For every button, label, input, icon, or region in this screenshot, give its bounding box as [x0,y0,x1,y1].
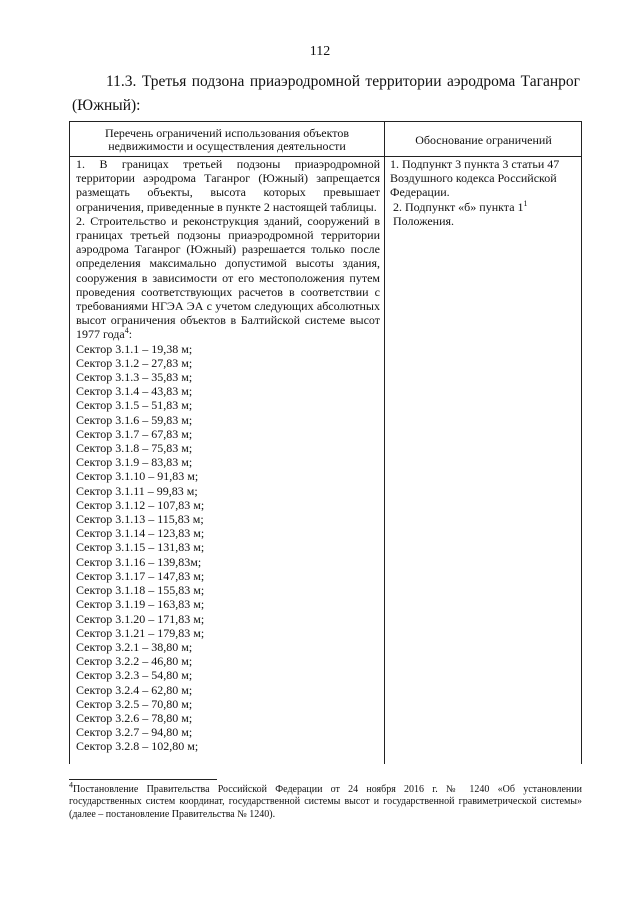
page-number: 112 [309,44,331,59]
sector-height-item: Сектор 3.1.3 – 35,83 м; [76,370,193,385]
basis-footnote-ref: 1 [523,198,528,208]
sector-height-item: Сектор 3.1.14 – 123,83 м; [76,526,205,541]
basis-item-2 [390,200,578,228]
basis-item-1: 1. Подпункт 3 пункта 3 статьи 47 Воздушного кодекса Российской Федерации. [390,157,560,200]
sector-height-item: Сектор 3.1.15 – 131,83 м; [76,540,205,555]
restriction-item-1: 1. В границах третьей подзоны приаэродромной территории аэродрома Таганрог (Южный) запрещается размещать объекты, высота которых превышает ограничения, приведенные в пункте 2 настоящей таблицы. [76,157,380,214]
basis-column [390,157,578,228]
sector-height-item: Сектор 3.2.6 – 78,80 м; [76,710,193,725]
table-header-row [70,122,581,157]
restrictions-table [69,121,582,764]
sector-height-item: Сектор 3.1.8 – 75,83 м; [76,441,193,456]
sector-height-item: Сектор 3.1.20 – 171,83 м; [76,611,205,626]
sector-height-item: Сектор 3.2.2 – 46,80 м; [76,654,193,669]
header-restrictions-list: Перечень ограничений использования объектов недвижимости и осуществления деятельности [104,126,350,153]
restriction-item-2 [76,214,380,342]
basis-item-2-text: 2. Подпункт «б» пункта 1 [393,199,524,214]
sector-height-item: Сектор 3.1.11 – 99,83 м; [76,483,198,498]
section-heading-continuation: (Южный): [72,97,141,114]
footnote-separator [69,779,217,780]
header-restrictions-basis: Обоснование ограничений [415,133,552,147]
sector-height-item: Сектор 3.1.9 – 83,83 м; [76,455,193,470]
sector-height-item: Сектор 3.2.8 – 102,80 м; [76,739,199,754]
sector-height-item: Сектор 3.1.16 – 139,83м; [76,554,202,569]
sector-height-item: Сектор 3.1.12 – 107,83 м; [76,497,205,512]
sector-height-item: Сектор 3.1.5 – 51,83 м; [76,398,193,413]
sector-height-item: Сектор 3.2.4 – 62,80 м; [76,682,193,697]
sector-list [76,342,380,754]
sector-height-item: Сектор 3.1.7 – 67,83 м; [76,426,193,441]
sector-height-item: Сектор 3.1.18 – 155,83 м; [76,583,205,598]
sector-height-item: Сектор 3.2.5 – 70,80 м; [76,696,193,711]
sector-height-item: Сектор 3.1.6 – 59,83 м; [76,412,193,427]
sector-height-item: Сектор 3.1.2 – 27,83 м; [76,355,193,370]
sector-height-item: Сектор 3.1.4 – 43,83 м; [76,384,193,399]
footnote-text: Постановление Правительства Российской Федерации от 24 ноября 2016 г. № 1240 «Об установлении государственных систем координат, государственной системы высот и государственной гравиметрической системы» (далее – постановление Правительства № 1240). [69,784,582,820]
footnote [69,780,582,821]
basis-item-2-tail: Положения. [393,213,455,228]
sector-height-item: Сектор 3.1.19 – 163,83 м; [76,597,205,612]
sector-height-item: Сектор 3.1.13 – 115,83 м; [76,512,204,527]
restrictions-column [76,157,380,754]
sector-height-item: Сектор 3.1.17 – 147,83 м; [76,568,205,583]
restriction-item-2-tail: : [128,327,133,342]
restriction-item-2-text: 2. Строительство и реконструкция зданий, сооружений в границах третьей подзоны приаэродромной территории аэродрома Таганрог (Южный) разрешается только после определения максимально допустимой высоты здания, сооружения в зависимости от его местоположения путем проведения соответствующих расчетов в соответствии с требованиями НГЭА ЭА с учетом следующих абсолютных высот ограничения объектов в Балтийской системе высот 1977 года [76,213,380,342]
sector-height-item: Сектор 3.1.10 – 91,83 м; [76,469,199,484]
sector-height-item: Сектор 3.2.3 – 54,80 м; [76,668,193,683]
section-heading: 11.3. Третья подзона приаэродромной территории аэродрома Таганрог [106,73,580,90]
sector-height-item: Сектор 3.2.7 – 94,80 м; [76,725,193,740]
sector-height-item: Сектор 3.1.1 – 19,38 м; [76,341,193,356]
sector-height-item: Сектор 3.2.1 – 38,80 м; [76,639,193,654]
footnote-mark: 4 [69,780,73,790]
column-divider [384,122,385,764]
footnote-ref: 4 [124,326,129,336]
sector-height-item: Сектор 3.1.21 – 179,83 м; [76,625,205,640]
